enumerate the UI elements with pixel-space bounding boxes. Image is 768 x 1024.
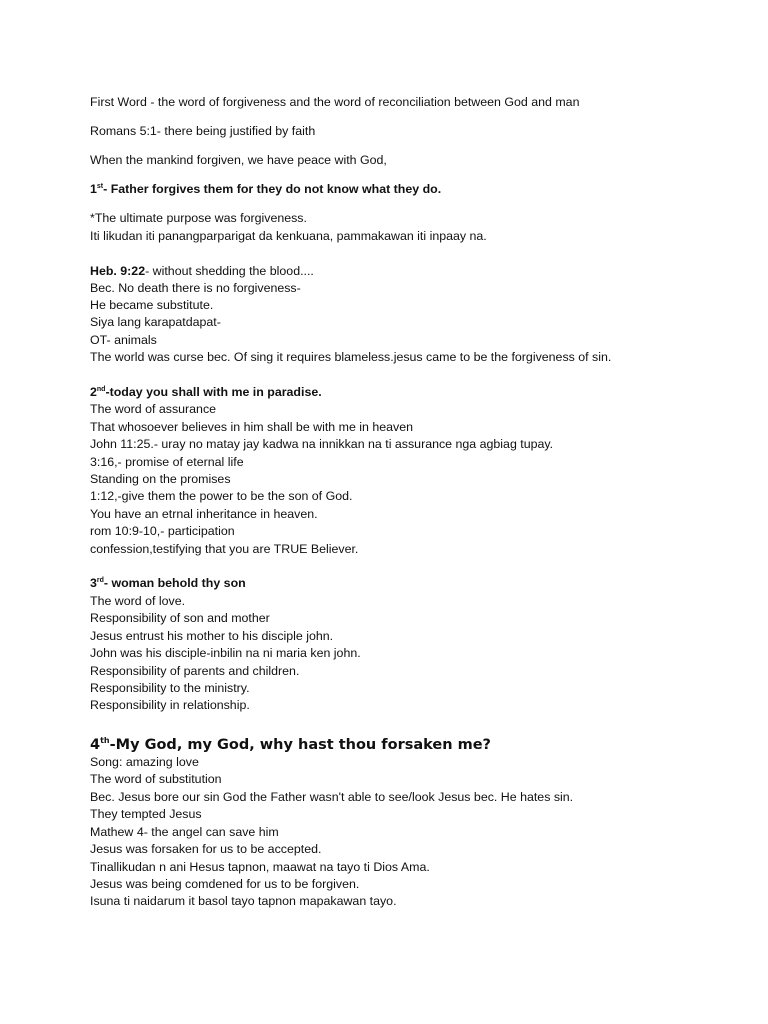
fourth-word-line: Bec. Jesus bore our sin God the Father wasn't able to see/look Jesus bec. He hates sin. xyxy=(90,790,574,804)
third-word-line: Responsibility to the ministry. xyxy=(90,681,250,695)
second-word-title: -today you shall with me in paradise. xyxy=(105,385,322,399)
third-word-line: John was his disciple-inbilin na ni maria ken john. xyxy=(90,646,361,660)
fourth-word-line: Mathew 4- the angel can save him xyxy=(90,825,279,839)
second-word-line: rom 10:9-10,- participation xyxy=(90,524,235,538)
third-word-ordinal: rd xyxy=(96,576,104,584)
second-word-line: 1:12,-give them the power to be the son of God. xyxy=(90,489,353,503)
fourth-word-title: -My God, my God, why hast thou forsaken me? xyxy=(109,737,491,753)
third-word-line: Jesus entrust his mother to his disciple john. xyxy=(90,629,334,643)
fourth-word-line: Isuna ti naidarum it basol tayo tapnon mapakawan tayo. xyxy=(90,894,397,908)
intro-line-3: When the mankind forgiven, we have peace with God, xyxy=(90,153,387,167)
second-word-ordinal: nd xyxy=(96,385,106,393)
fourth-word-heading xyxy=(90,736,491,754)
intro-line-2: Romans 5:1- there being justified by faith xyxy=(90,124,316,138)
first-word-note: OT- animals xyxy=(90,333,157,347)
second-word-line: That whosoever believes in him shall be with me in heaven xyxy=(90,420,414,434)
first-word-line: Iti likudan iti panangparparigat da kenkuana, pammakawan iti inpaay na. xyxy=(90,229,487,243)
third-word-line: Responsibility of parents and children. xyxy=(90,664,300,678)
first-word-ordinal: st xyxy=(96,182,104,190)
first-word-line: *The ultimate purpose was forgiveness. xyxy=(90,211,307,225)
fourth-word-ordinal: th xyxy=(100,736,110,746)
intro-line-1: First Word - the word of forgiveness and the word of reconciliation between God and man xyxy=(90,95,580,109)
second-word-line: The word of assurance xyxy=(90,402,217,416)
fourth-word-line: The word of substitution xyxy=(90,772,222,786)
first-word-number: 1 xyxy=(90,182,97,196)
third-word-number: 3 xyxy=(90,576,97,590)
first-word-title: - Father forgives them for they do not know what they do. xyxy=(103,182,442,196)
third-word-title: - woman behold thy son xyxy=(103,576,246,590)
hebrews-text: - without shedding the blood.... xyxy=(145,264,314,278)
hebrews-reference: Heb. 9:22 xyxy=(90,264,146,278)
fourth-word-line: Song: amazing love xyxy=(90,755,199,769)
third-word-line: Responsibility of son and mother xyxy=(90,611,270,625)
third-word-line: The word of love. xyxy=(90,594,186,608)
second-word-line: confession,testifying that you are TRUE Believer. xyxy=(90,542,359,556)
hebrews-reference-line xyxy=(90,263,314,279)
third-word-heading xyxy=(90,575,246,591)
fourth-word-number: 4 xyxy=(90,737,101,753)
fourth-word-line: Jesus was being comdened for us to be forgiven. xyxy=(90,877,360,891)
fourth-word-line: Tinallikudan n ani Hesus tapnon, maawat na tayo ti Dios Ama. xyxy=(90,860,430,874)
second-word-line: 3:16,- promise of eternal life xyxy=(90,455,244,469)
fourth-word-line: Jesus was forsaken for us to be accepted. xyxy=(90,842,322,856)
first-word-note: The world was curse bec. Of sing it requires blameless.jesus came to be the forgiveness of sin. xyxy=(90,350,612,364)
second-word-line: Standing on the promises xyxy=(90,472,231,486)
first-word-note: Bec. No death there is no forgiveness- xyxy=(90,281,301,295)
fourth-word-line: They tempted Jesus xyxy=(90,807,202,821)
first-word-note: Siya lang karapatdapat- xyxy=(90,315,221,329)
second-word-heading xyxy=(90,384,322,400)
first-word-note: He became substitute. xyxy=(90,298,214,312)
third-word-line: Responsibility in relationship. xyxy=(90,698,250,712)
first-word-heading xyxy=(90,181,441,197)
second-word-line: You have an etrnal inheritance in heaven. xyxy=(90,507,318,521)
second-word-number: 2 xyxy=(90,385,97,399)
second-word-line: John 11:25.- uray no matay jay kadwa na innikkan na ti assurance nga agbiag tupay. xyxy=(90,437,554,451)
